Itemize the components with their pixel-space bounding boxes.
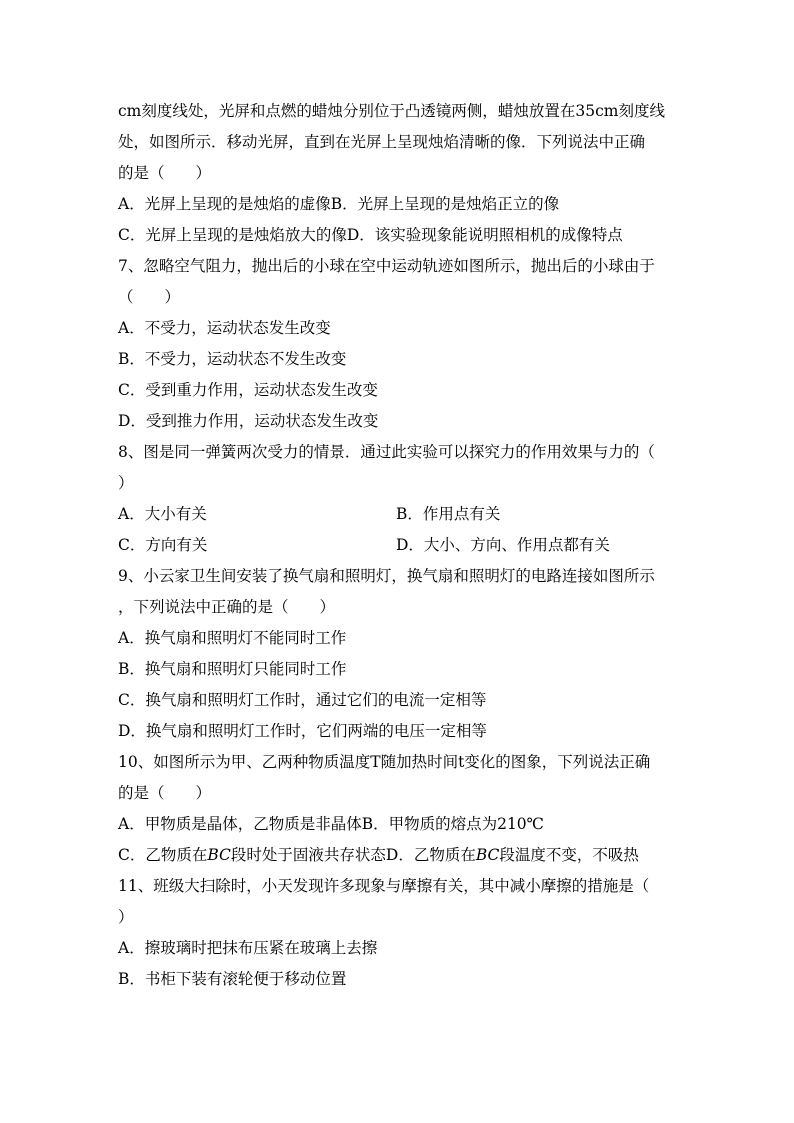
q9-stem-line-1: 9、小云家卫生间安装了换气扇和照明灯，换气扇和照明灯的电路连接如图所示 [118,567,655,585]
q7-option-d: D．受到推力作用，运动状态发生改变 [118,412,379,430]
q8-stem-line-2: ） [118,474,134,492]
q6-options-cd: C．光屏上呈现的是烛焰放大的像D．该实验现象能说明照相机的成像特点 [118,226,623,244]
q10-option-c-prefix: C．乙物质在 [118,846,208,864]
q9-stem-line-2: ，下列说法中正确的是（ ） [118,598,336,616]
q10-stem-line-2: 的是（ ） [118,784,212,802]
q9-option-d: D．换气扇和照明灯工作时，它们两端的电压一定相等 [118,722,487,740]
q10-stem-line-1: 10、如图所示为甲、乙两种物质温度T随加热时间t变化的图象，下列说法正确 [118,753,651,771]
q11-stem-line-2: ） [118,908,134,926]
q6-stem-line-3: 的是（ ） [118,164,212,182]
q9-option-c: C．换气扇和照明灯工作时，通过它们的电流一定相等 [118,691,487,709]
q7-stem-line-1: 7、忽略空气阻力，抛出后的小球在空中运动轨迹如图所示，抛出后的小球由于 [118,257,655,275]
q7-option-b: B．不受力，运动状态不发生改变 [118,350,347,368]
q7-option-a: A．不受力，运动状态发生改变 [118,319,331,337]
q8-option-c: C．方向有关 [118,536,208,554]
q8-stem-line-1: 8、图是同一弹簧两次受力的情景．通过此实验可以探究力的作用效果与力的（ [118,443,655,461]
q7-option-c: C．受到重力作用，运动状态发生改变 [118,381,378,399]
q6-options-ab: A．光屏上呈现的是烛焰的虚像B．光屏上呈现的是烛焰正立的像 [118,195,560,213]
q7-stem-line-2: （ ） [118,288,181,306]
q10-options-cd [118,845,688,865]
q9-option-a: A．换气扇和照明灯不能同时工作 [118,629,347,647]
q10-option-cd-middle: 段时处于固液共存状态D．乙物质在 [230,846,476,864]
q11-option-a: A．擦玻璃时把抹布压紧在玻璃上去擦 [118,939,378,957]
q6-stem-line-2: 处，如图所示．移动光屏，直到在光屏上呈现烛焰清晰的像．下列说法中正确 [118,133,646,151]
q11-option-b: B．书柜下装有滚轮便于移动位置 [118,970,347,988]
q10-options-ab: A．甲物质是晶体，乙物质是非晶体B．甲物质的熔点为210℃ [118,815,545,833]
q11-stem-line-1: 11、班级大扫除时，小天发现许多现象与摩擦有关，其中减小摩擦的措施是（ [118,877,650,895]
q10-segment-bc: BC [207,846,231,864]
q10-segment-bc-2: BC [475,846,500,864]
q9-option-b: B．换气扇和照明灯只能同时工作 [118,660,347,678]
q8-option-a: A．大小有关 [118,505,207,523]
q8-option-b: B．作用点有关 [396,505,501,523]
q6-stem-line-1: cm刻度线处，光屏和点燃的蜡烛分别位于凸透镜两侧，蜡烛放置在35cm刻度线 [118,102,665,120]
q8-option-d: D．大小、方向、作用点都有关 [396,536,610,554]
q10-option-d-suffix: 段温度不变，不吸热 [499,846,639,864]
